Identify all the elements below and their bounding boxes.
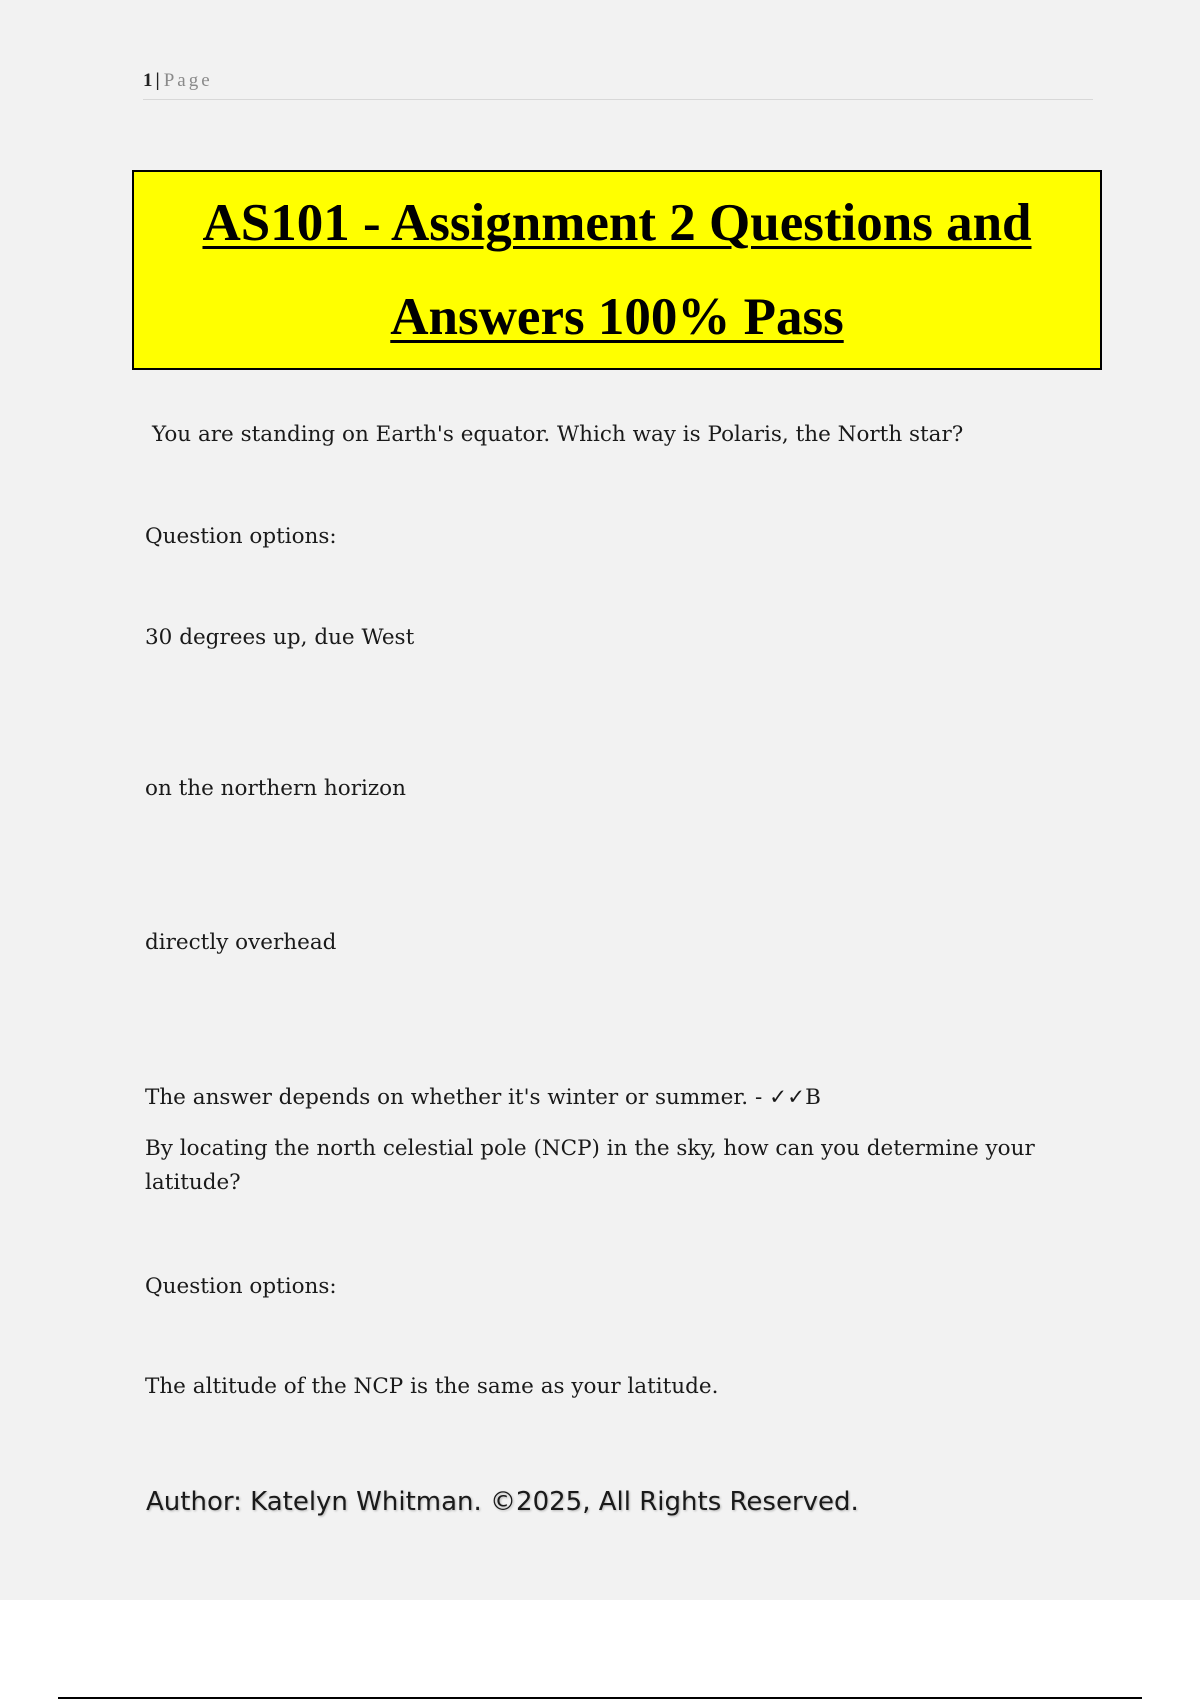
question-1-option-1: 30 degrees up, due West (145, 625, 415, 650)
question-2-prompt: By locating the north celestial pole (NCP) in the sky, how can you determine your latitude? (145, 1136, 1035, 1195)
document-title (202, 176, 1031, 364)
question-1-prompt: You are standing on Earth's equator. Which way is Polaris, the North star? (152, 422, 964, 447)
question-2-options-label: Question options: (145, 1274, 337, 1299)
author-footer: Author: Katelyn Whitman. ©2025, All Rights Reserved. (146, 1487, 859, 1517)
question-1-option-3: directly overhead (145, 930, 337, 955)
question-1-option-2: on the northern horizon (145, 776, 406, 801)
question-1-options-label: Question options: (145, 524, 337, 549)
title-banner (132, 170, 1102, 370)
question-1-option-4: The answer depends on whether it's winter or summer. - ✓✓B (145, 1085, 821, 1110)
page-label: Page (163, 70, 213, 91)
page-header (143, 62, 1093, 100)
title-line-2: Answers 100% Pass (390, 288, 844, 346)
page-number: 1 (143, 70, 153, 91)
question-2-option-1: The altitude of the NCP is the same as your latitude. (145, 1374, 719, 1399)
title-line-1: AS101 - Assignment 2 Questions and (202, 194, 1032, 252)
page-separator: | (155, 70, 160, 91)
bottom-rule (58, 1697, 1142, 1699)
